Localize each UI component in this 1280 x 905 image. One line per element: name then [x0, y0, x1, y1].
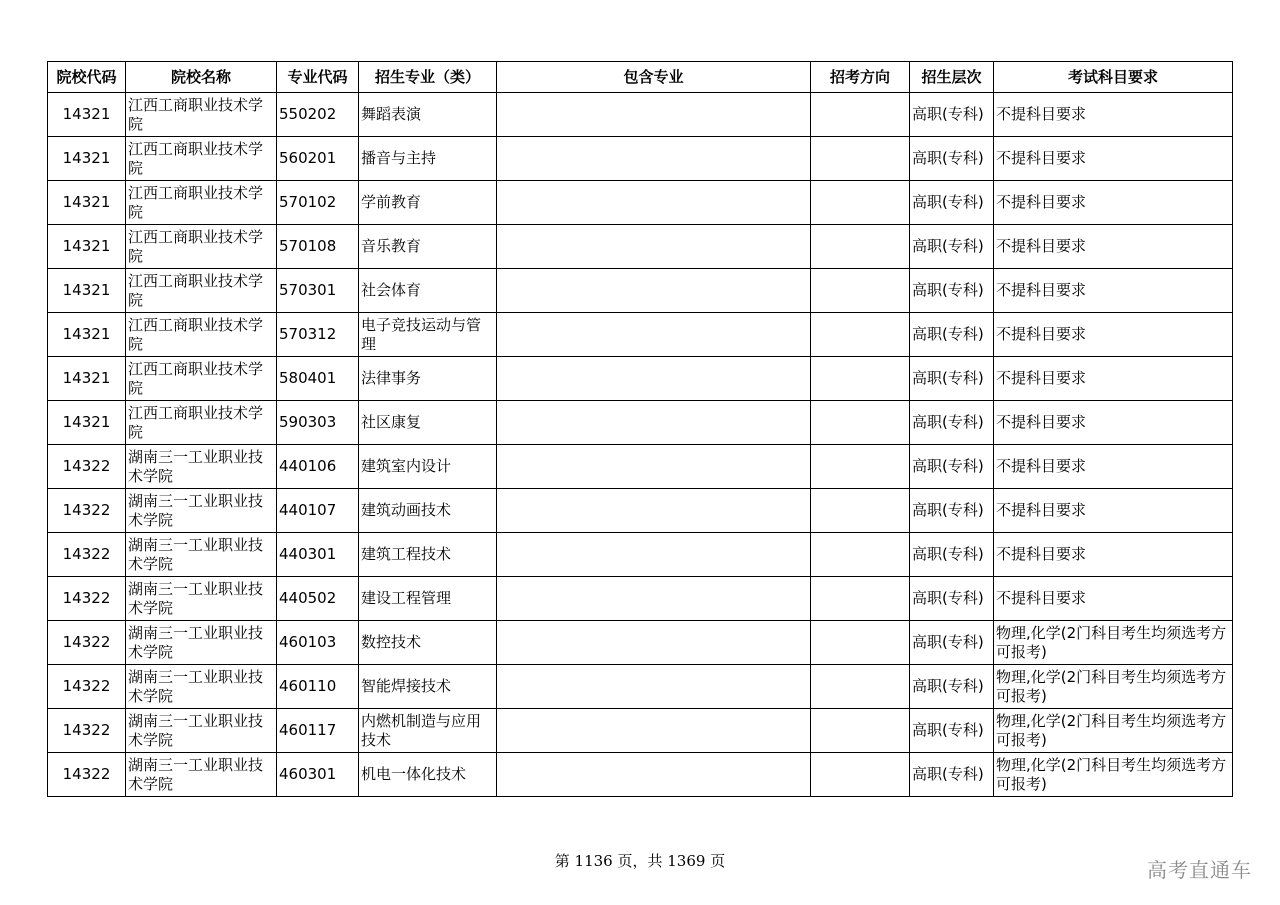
table-row — [48, 401, 1233, 445]
cell-school-name: 湖南三一工业职业技术学院 — [126, 753, 277, 797]
cell-major: 建筑工程技术 — [359, 533, 497, 577]
table-row — [48, 621, 1233, 665]
cell-direction — [811, 489, 910, 533]
cell-included-majors — [497, 489, 811, 533]
cell-school-code: 14321 — [48, 225, 126, 269]
table-row — [48, 93, 1233, 137]
table-row — [48, 225, 1233, 269]
cell-direction — [811, 401, 910, 445]
cell-direction — [811, 533, 910, 577]
cell-major-code: 580401 — [277, 357, 359, 401]
cell-requirement: 物理,化学(2门科目考生均须选考方可报考) — [994, 621, 1233, 665]
table-row — [48, 313, 1233, 357]
cell-requirement: 不提科目要求 — [994, 577, 1233, 621]
cell-major-code: 560201 — [277, 137, 359, 181]
cell-requirement: 物理,化学(2门科目考生均须选考方可报考) — [994, 753, 1233, 797]
cell-level: 高职(专科) — [910, 445, 994, 489]
cell-level: 高职(专科) — [910, 269, 994, 313]
cell-level: 高职(专科) — [910, 753, 994, 797]
cell-school-code: 14321 — [48, 313, 126, 357]
cell-level: 高职(专科) — [910, 225, 994, 269]
cell-direction — [811, 181, 910, 225]
header-school-code: 院校代码 — [48, 62, 126, 93]
cell-included-majors — [497, 225, 811, 269]
cell-major-code: 440106 — [277, 445, 359, 489]
header-direction: 招考方向 — [811, 62, 910, 93]
cell-major-code: 440301 — [277, 533, 359, 577]
cell-direction — [811, 445, 910, 489]
cell-major-code: 570301 — [277, 269, 359, 313]
cell-direction — [811, 709, 910, 753]
cell-major-code: 460103 — [277, 621, 359, 665]
cell-included-majors — [497, 181, 811, 225]
cell-direction — [811, 621, 910, 665]
cell-level: 高职(专科) — [910, 709, 994, 753]
table-row — [48, 445, 1233, 489]
cell-level: 高职(专科) — [910, 401, 994, 445]
header-included-majors: 包含专业 — [497, 62, 811, 93]
cell-direction — [811, 269, 910, 313]
cell-school-code: 14321 — [48, 401, 126, 445]
cell-included-majors — [497, 313, 811, 357]
table-row — [48, 269, 1233, 313]
cell-direction — [811, 665, 910, 709]
cell-major: 内燃机制造与应用技术 — [359, 709, 497, 753]
cell-requirement: 物理,化学(2门科目考生均须选考方可报考) — [994, 665, 1233, 709]
cell-school-name: 江西工商职业技术学院 — [126, 225, 277, 269]
table-row — [48, 709, 1233, 753]
header-major: 招生专业（类） — [359, 62, 497, 93]
cell-major: 法律事务 — [359, 357, 497, 401]
cell-school-name: 湖南三一工业职业技术学院 — [126, 665, 277, 709]
cell-direction — [811, 225, 910, 269]
cell-school-code: 14322 — [48, 665, 126, 709]
cell-school-code: 14321 — [48, 137, 126, 181]
cell-school-code: 14322 — [48, 445, 126, 489]
table-body — [48, 93, 1233, 797]
cell-level: 高职(专科) — [910, 621, 994, 665]
admissions-table — [47, 61, 1233, 797]
cell-level: 高职(专科) — [910, 665, 994, 709]
cell-school-code: 14322 — [48, 709, 126, 753]
cell-major-code: 440502 — [277, 577, 359, 621]
cell-requirement: 不提科目要求 — [994, 489, 1233, 533]
cell-school-code: 14321 — [48, 357, 126, 401]
cell-major: 建筑动画技术 — [359, 489, 497, 533]
table-row — [48, 181, 1233, 225]
cell-school-name: 江西工商职业技术学院 — [126, 137, 277, 181]
cell-major: 建设工程管理 — [359, 577, 497, 621]
cell-major: 社会体育 — [359, 269, 497, 313]
header-school-name: 院校名称 — [126, 62, 277, 93]
cell-major: 智能焊接技术 — [359, 665, 497, 709]
cell-requirement: 物理,化学(2门科目考生均须选考方可报考) — [994, 709, 1233, 753]
cell-included-majors — [497, 753, 811, 797]
cell-school-code: 14322 — [48, 621, 126, 665]
cell-major: 播音与主持 — [359, 137, 497, 181]
header-major-code: 专业代码 — [277, 62, 359, 93]
cell-direction — [811, 93, 910, 137]
cell-major: 机电一体化技术 — [359, 753, 497, 797]
cell-direction — [811, 357, 910, 401]
header-row — [48, 62, 1233, 93]
cell-requirement: 不提科目要求 — [994, 445, 1233, 489]
cell-school-code: 14321 — [48, 269, 126, 313]
cell-major: 电子竞技运动与管理 — [359, 313, 497, 357]
cell-requirement: 不提科目要求 — [994, 313, 1233, 357]
cell-major-code: 570312 — [277, 313, 359, 357]
table-row — [48, 665, 1233, 709]
cell-level: 高职(专科) — [910, 313, 994, 357]
header-level: 招生层次 — [910, 62, 994, 93]
cell-major: 建筑室内设计 — [359, 445, 497, 489]
cell-school-code: 14322 — [48, 577, 126, 621]
cell-school-name: 江西工商职业技术学院 — [126, 313, 277, 357]
cell-major: 舞蹈表演 — [359, 93, 497, 137]
cell-included-majors — [497, 93, 811, 137]
cell-school-name: 江西工商职业技术学院 — [126, 93, 277, 137]
cell-requirement: 不提科目要求 — [994, 401, 1233, 445]
table-row — [48, 357, 1233, 401]
cell-level: 高职(专科) — [910, 137, 994, 181]
cell-major-code: 570108 — [277, 225, 359, 269]
cell-major-code: 590303 — [277, 401, 359, 445]
cell-included-majors — [497, 665, 811, 709]
cell-major-code: 570102 — [277, 181, 359, 225]
cell-level: 高职(专科) — [910, 357, 994, 401]
cell-school-code: 14322 — [48, 489, 126, 533]
cell-requirement: 不提科目要求 — [994, 181, 1233, 225]
cell-school-code: 14321 — [48, 181, 126, 225]
cell-direction — [811, 753, 910, 797]
cell-level: 高职(专科) — [910, 93, 994, 137]
cell-requirement: 不提科目要求 — [994, 225, 1233, 269]
cell-included-majors — [497, 533, 811, 577]
cell-included-majors — [497, 401, 811, 445]
table-row — [48, 533, 1233, 577]
watermark: 高考直通车 — [1147, 858, 1252, 882]
cell-school-name: 江西工商职业技术学院 — [126, 357, 277, 401]
cell-school-name: 湖南三一工业职业技术学院 — [126, 533, 277, 577]
cell-level: 高职(专科) — [910, 533, 994, 577]
cell-requirement: 不提科目要求 — [994, 357, 1233, 401]
cell-school-name: 湖南三一工业职业技术学院 — [126, 709, 277, 753]
cell-direction — [811, 577, 910, 621]
cell-requirement: 不提科目要求 — [994, 269, 1233, 313]
cell-major-code: 550202 — [277, 93, 359, 137]
cell-school-code: 14321 — [48, 93, 126, 137]
cell-level: 高职(专科) — [910, 489, 994, 533]
cell-included-majors — [497, 357, 811, 401]
cell-major: 数控技术 — [359, 621, 497, 665]
cell-major: 音乐教育 — [359, 225, 497, 269]
cell-school-name: 江西工商职业技术学院 — [126, 269, 277, 313]
cell-level: 高职(专科) — [910, 577, 994, 621]
table-row — [48, 753, 1233, 797]
cell-direction — [811, 137, 910, 181]
cell-major: 社区康复 — [359, 401, 497, 445]
page-footer: 第 1136 页，共 1369 页 — [554, 852, 726, 870]
cell-included-majors — [497, 709, 811, 753]
cell-school-name: 湖南三一工业职业技术学院 — [126, 577, 277, 621]
table-row — [48, 577, 1233, 621]
cell-school-name: 湖南三一工业职业技术学院 — [126, 489, 277, 533]
cell-included-majors — [497, 577, 811, 621]
cell-included-majors — [497, 137, 811, 181]
table-row — [48, 137, 1233, 181]
cell-included-majors — [497, 445, 811, 489]
cell-direction — [811, 313, 910, 357]
cell-requirement: 不提科目要求 — [994, 533, 1233, 577]
cell-requirement: 不提科目要求 — [994, 137, 1233, 181]
header-requirement: 考试科目要求 — [994, 62, 1233, 93]
cell-included-majors — [497, 269, 811, 313]
cell-major: 学前教育 — [359, 181, 497, 225]
cell-school-name: 江西工商职业技术学院 — [126, 401, 277, 445]
table-row — [48, 489, 1233, 533]
cell-school-code: 14322 — [48, 753, 126, 797]
cell-major-code: 460110 — [277, 665, 359, 709]
cell-school-name: 湖南三一工业职业技术学院 — [126, 445, 277, 489]
cell-major-code: 460301 — [277, 753, 359, 797]
cell-requirement: 不提科目要求 — [994, 93, 1233, 137]
cell-major-code: 460117 — [277, 709, 359, 753]
cell-major-code: 440107 — [277, 489, 359, 533]
cell-school-code: 14322 — [48, 533, 126, 577]
cell-included-majors — [497, 621, 811, 665]
cell-level: 高职(专科) — [910, 181, 994, 225]
cell-school-name: 江西工商职业技术学院 — [126, 181, 277, 225]
cell-school-name: 湖南三一工业职业技术学院 — [126, 621, 277, 665]
